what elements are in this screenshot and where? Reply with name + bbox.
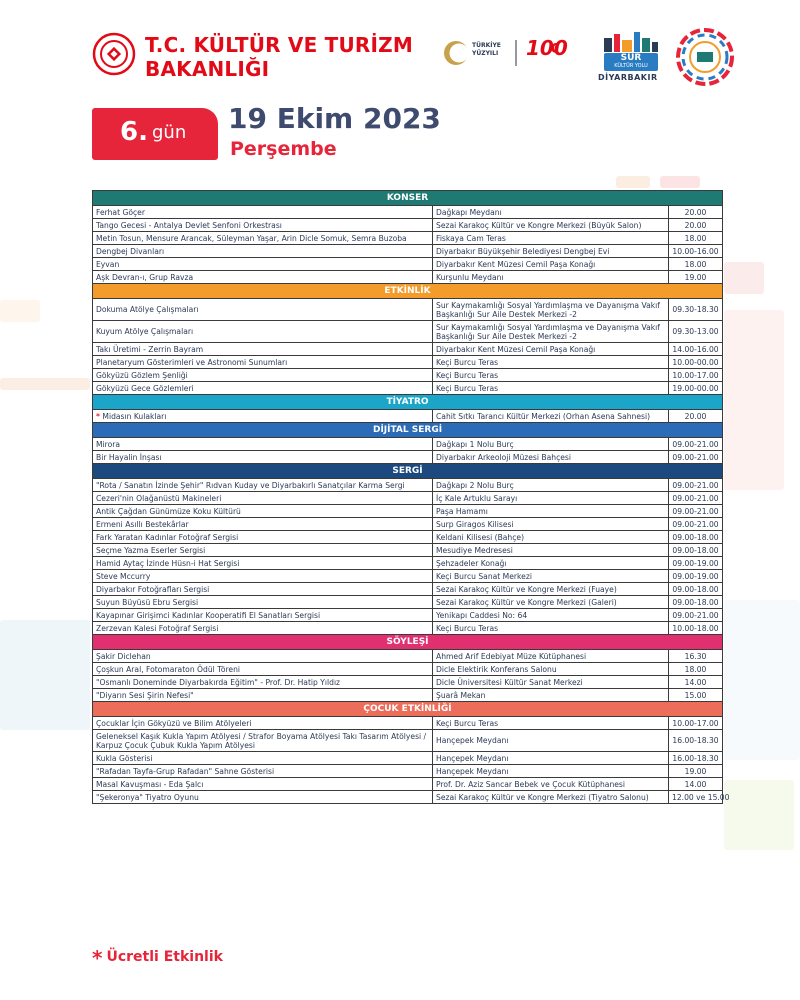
event-time: 18.00 <box>669 232 723 245</box>
event-place: Dicle Üniversitesi Kültür Sanat Merkezi <box>433 676 669 689</box>
event-name-cell <box>93 752 433 765</box>
day-badge <box>92 108 218 160</box>
event-place: İç Kale Artuklu Sarayı <box>433 492 669 505</box>
event-name-cell <box>93 245 433 258</box>
event-name-cell <box>93 492 433 505</box>
event-time: 10.00-17.00 <box>669 369 723 382</box>
event-place: Keçi Burcu Teras <box>433 369 669 382</box>
table-row <box>93 369 723 382</box>
event-place: Fiskaya Cam Teras <box>433 232 669 245</box>
event-time: 20.00 <box>669 206 723 219</box>
sur-logo-city: DİYARBAKIR <box>598 73 658 82</box>
day-number: 6. <box>120 117 148 147</box>
event-name: Çocuklar İçin Gökyüzü ve Bilim Atölyeleri <box>96 718 252 728</box>
event-place: Sezai Karakoç Kültür ve Kongre Merkezi (Tiyatro Salonu) <box>433 791 669 804</box>
event-time: 18.00 <box>669 258 723 271</box>
event-name: Dengbej Divanları <box>96 246 165 256</box>
section-title: ETKİNLİK <box>93 284 723 299</box>
event-name-cell <box>93 382 433 395</box>
section-title: TİYATRO <box>93 395 723 410</box>
event-place: Diyarbakır Kent Müzesi Cemil Paşa Konağı <box>433 258 669 271</box>
table-row <box>93 765 723 778</box>
event-time: 09.00-21.00 <box>669 451 723 464</box>
event-name: Gökyüzü Gözlem Şenliği <box>96 370 188 380</box>
table-row <box>93 321 723 343</box>
table-row <box>93 245 723 258</box>
event-name-cell <box>93 765 433 778</box>
ministry-name-line1: T.C. KÜLTÜR VE TURİZM <box>145 33 413 57</box>
event-time: 16.30 <box>669 650 723 663</box>
event-name-cell <box>93 650 433 663</box>
event-place: Yenikapı Caddesi No: 64 <box>433 609 669 622</box>
event-time: 20.00 <box>669 219 723 232</box>
event-time: 14.00 <box>669 676 723 689</box>
table-row <box>93 271 723 284</box>
section-header-etkinlik <box>93 284 723 299</box>
event-name-cell <box>93 356 433 369</box>
event-time: 12.00 ve 15.00 <box>669 791 723 804</box>
table-row <box>93 583 723 596</box>
table-row <box>93 689 723 702</box>
event-place: Mesudiye Medresesi <box>433 544 669 557</box>
event-time: 09.00-21.00 <box>669 518 723 531</box>
event-place: Surp Giragos Kilisesi <box>433 518 669 531</box>
decor-shape <box>0 300 40 322</box>
event-name: Ferhat Göçer <box>96 207 145 217</box>
event-name-cell <box>93 544 433 557</box>
event-name-cell <box>93 479 433 492</box>
event-time: 10.00-00.00 <box>669 356 723 369</box>
table-row <box>93 778 723 791</box>
event-name: Çoşkun Aral, Fotomaraton Ödül Töreni <box>96 664 241 674</box>
event-name: Eyvan <box>96 259 120 269</box>
event-name: Suyun Büyüsü Ebru Sergisi <box>96 597 199 607</box>
event-time: 09.00-21.00 <box>669 609 723 622</box>
event-place: Hançepek Meydanı <box>433 730 669 752</box>
table-row <box>93 609 723 622</box>
event-name: Diyarbakır Fotoğrafları Sergisi <box>96 584 210 594</box>
event-place: Diyarbakır Arkeoloji Müzesi Bahçesi <box>433 451 669 464</box>
event-time: 09.30-18.30 <box>669 299 723 321</box>
event-name-cell <box>93 369 433 382</box>
event-name-cell <box>93 663 433 676</box>
event-name-cell <box>93 557 433 570</box>
table-row <box>93 650 723 663</box>
event-place: Sezai Karakoç Kültür ve Kongre Merkezi (Fuaye) <box>433 583 669 596</box>
event-name: Şakir Diclehan <box>96 651 151 661</box>
table-row <box>93 557 723 570</box>
event-name-cell <box>93 778 433 791</box>
event-name: Kuyum Atölye Çalışmaları <box>96 327 194 336</box>
event-name-cell <box>93 570 433 583</box>
event-time: 10.00-18.00 <box>669 622 723 635</box>
paid-star-icon: * <box>92 946 103 970</box>
event-name-cell <box>93 451 433 464</box>
event-name-cell <box>93 321 433 343</box>
event-place: Dağkapı 2 Nolu Burç <box>433 479 669 492</box>
legend-paid-event <box>92 946 223 970</box>
turkiye-text-line2: YÜZYILI <box>472 50 499 57</box>
event-name: Takı Üretimi - Zerrin Bayram <box>96 344 204 354</box>
event-name: "Diyarın Sesi Şirin Nefesi" <box>96 690 194 700</box>
event-place: Sezai Karakoç Kültür ve Kongre Merkezi (Büyük Salon) <box>433 219 669 232</box>
turkiye-kultur-yolu-festival-logo-icon <box>676 28 734 86</box>
event-weekday: Perşembe <box>230 138 337 160</box>
event-time: 15.00 <box>669 689 723 702</box>
sur-logo-label <box>604 53 658 71</box>
event-name: Fark Yaratan Kadınlar Fotoğraf Sergisi <box>96 532 239 542</box>
section-header-konser <box>93 191 723 206</box>
event-place: Dağkapı 1 Nolu Burç <box>433 438 669 451</box>
event-time: 18.00 <box>669 663 723 676</box>
event-name: Kukla Gösterisi <box>96 753 153 763</box>
event-time: 09.00-18.00 <box>669 544 723 557</box>
event-place: Sur Kaymakamlığı Sosyal Yardımlaşma ve Dayanışma Vakıf Başkanlığı Sur Aile Destek Merkezi -2 <box>433 299 669 321</box>
event-name-cell <box>93 206 433 219</box>
event-name-cell <box>93 258 433 271</box>
event-time: 09.00-21.00 <box>669 438 723 451</box>
event-name: "Rafadan Tayfa-Grup Rafadan" Sahne Gösterisi <box>96 766 275 776</box>
page-header <box>0 0 800 180</box>
ministry-emblem-icon <box>92 32 136 76</box>
event-name: Seçme Yazma Eserler Sergisi <box>96 545 206 555</box>
ministry-name <box>145 33 413 81</box>
event-place: Keçi Burcu Teras <box>433 382 669 395</box>
sur-label-sub: KÜLTÜR YOLU <box>614 63 648 69</box>
event-time: 19.00 <box>669 271 723 284</box>
section-title: DİJİTAL SERGİ <box>93 423 723 438</box>
event-name: Masal Kavuşması - Eda Şalcı <box>96 779 204 789</box>
schedule-body <box>93 191 730 804</box>
event-name: Tango Gecesi - Antalya Devlet Senfoni Orkestrası <box>96 220 282 230</box>
table-row <box>93 676 723 689</box>
event-name-cell <box>93 583 433 596</box>
decor-shape <box>724 262 764 294</box>
table-row <box>93 451 723 464</box>
event-schedule-table <box>92 190 730 804</box>
centennial-mark: 100 <box>526 36 568 60</box>
event-name-cell <box>93 438 433 451</box>
event-place: Keçi Burcu Sanat Merkezi <box>433 570 669 583</box>
event-place: Şuarâ Mekan <box>433 689 669 702</box>
event-time: 09.00-21.00 <box>669 505 723 518</box>
table-row <box>93 356 723 369</box>
event-time: 19.00-00.00 <box>669 382 723 395</box>
ministry-name-line2: BAKANLIĞI <box>145 57 270 81</box>
section-header-cocuk <box>93 702 723 717</box>
event-name: Ermeni Asıllı Bestekârlar <box>96 519 189 529</box>
event-time: 19.00 <box>669 765 723 778</box>
event-name: Mirora <box>96 439 121 449</box>
event-name: Midasın Kulakları <box>102 411 167 421</box>
event-name-cell <box>93 219 433 232</box>
event-name: Geleneksel Kaşık Kukla Yapım Atölyesi / Strafor Boyama Atölyesi Takı Tasarım Atölyesi / Karpuz Çocuk Çubuk Kukla Yapım Atölyesi <box>96 731 427 750</box>
event-place: Kurşunlu Meydanı <box>433 271 669 284</box>
event-place: Dağkapı Meydanı <box>433 206 669 219</box>
section-header-tiyatro <box>93 395 723 410</box>
section-header-dijital <box>93 423 723 438</box>
event-time: 09.00-19.00 <box>669 557 723 570</box>
event-place: Cahit Sıtkı Tarancı Kültür Merkezi (Orhan Asena Sahnesi) <box>433 410 669 423</box>
event-place: Dicle Elektirik Konferans Salonu <box>433 663 669 676</box>
event-time: 09.00-18.00 <box>669 596 723 609</box>
event-place: Keçi Burcu Teras <box>433 356 669 369</box>
event-place: Diyarbakır Kent Müzesi Cemil Paşa Konağı <box>433 343 669 356</box>
event-name-cell <box>93 676 433 689</box>
event-place: Ahmed Arif Edebiyat Müze Kütüphanesi <box>433 650 669 663</box>
event-name-cell <box>93 410 433 423</box>
table-row <box>93 299 723 321</box>
event-name-cell <box>93 505 433 518</box>
event-name: "Rota / Sanatın İzinde Şehir" Rıdvan Kuday ve Diyarbakırlı Sanatçılar Karma Sergi <box>96 480 405 490</box>
section-title: KONSER <box>93 191 723 206</box>
table-row <box>93 622 723 635</box>
event-name-cell <box>93 343 433 356</box>
table-row <box>93 752 723 765</box>
event-name: Steve Mccurry <box>96 571 151 581</box>
event-place: Şehzadeler Konağı <box>433 557 669 570</box>
event-name-cell <box>93 622 433 635</box>
table-row <box>93 382 723 395</box>
legend-label: Ücretli Etkinlik <box>106 949 223 965</box>
event-time: 09.00-21.00 <box>669 492 723 505</box>
paid-star-icon: * <box>96 411 100 421</box>
section-title: SÖYLEŞİ <box>93 635 723 650</box>
event-place: Diyarbakır Büyükşehir Belediyesi Dengbej Evi <box>433 245 669 258</box>
event-place: Prof. Dr. Aziz Sancar Bebek ve Çocuk Kütüphanesi <box>433 778 669 791</box>
event-name: Gökyüzü Gece Gözlemleri <box>96 383 194 393</box>
section-header-sergi <box>93 464 723 479</box>
event-name-cell <box>93 730 433 752</box>
table-row <box>93 258 723 271</box>
event-place: Hançepek Meydanı <box>433 752 669 765</box>
table-row <box>93 479 723 492</box>
turkiye-yuzyili-text <box>472 42 501 58</box>
event-name-cell <box>93 596 433 609</box>
event-name: Kayapınar Girişimci Kadınlar Kooperatifi El Sanatları Sergisi <box>96 610 321 620</box>
table-row <box>93 730 723 752</box>
event-name: "Osmanlı Doneminde Diyarbakırda Eğitim" - Prof. Dr. Hatip Yıldız <box>96 677 341 687</box>
event-name-cell <box>93 609 433 622</box>
table-row <box>93 410 723 423</box>
event-time: 09.00-19.00 <box>669 570 723 583</box>
table-row <box>93 570 723 583</box>
event-place: Sezai Karakoç Kültür ve Kongre Merkezi (Galeri) <box>433 596 669 609</box>
event-name-cell <box>93 717 433 730</box>
event-time: 09.00-21.00 <box>669 479 723 492</box>
table-row <box>93 232 723 245</box>
event-name: Metin Tosun, Mensure Arancak, Süleyman Yaşar, Arin Dicle Somuk, Semra Buzoba <box>96 233 407 243</box>
table-row <box>93 663 723 676</box>
event-time: 20.00 <box>669 410 723 423</box>
event-place: Hançepek Meydanı <box>433 765 669 778</box>
table-row <box>93 219 723 232</box>
table-row <box>93 544 723 557</box>
event-place: Keldani Kilisesi (Bahçe) <box>433 531 669 544</box>
decor-shape <box>724 780 794 850</box>
section-title: SERGİ <box>93 464 723 479</box>
event-name-cell <box>93 518 433 531</box>
event-name: Hamid Aytaç İzinde Hüsn-i Hat Sergisi <box>96 558 240 568</box>
turkiye-text-line1: TÜRKİYE <box>472 42 501 49</box>
event-time: 09.00-18.00 <box>669 583 723 596</box>
event-place: Keçi Burcu Teras <box>433 717 669 730</box>
event-name: Zerzevan Kalesi Fotoğraf Sergisi <box>96 623 219 633</box>
section-title: ÇOCUK ETKİNLİĞİ <box>93 702 723 717</box>
table-row <box>93 505 723 518</box>
section-header-soylesi <box>93 635 723 650</box>
event-name: Antik Çağdan Günümüze Koku Kültürü <box>96 506 241 516</box>
event-name-cell <box>93 689 433 702</box>
sur-label-text: SUR <box>620 53 642 63</box>
event-time: 09.00-18.00 <box>669 531 723 544</box>
event-name: "Şekeronya" Tiyatro Oyunu <box>96 792 199 802</box>
event-place: Sur Kaymakamlığı Sosyal Yardımlaşma ve Dayanışma Vakıf Başkanlığı Sur Aile Destek Merkezi -2 <box>433 321 669 343</box>
decor-shape <box>724 600 800 760</box>
event-name: Bir Hayalin İnşası <box>96 452 162 462</box>
event-date: 19 Ekim 2023 <box>228 102 441 135</box>
table-row <box>93 206 723 219</box>
decor-shape <box>724 310 784 490</box>
event-name: Planetaryum Gösterimleri ve Astronomi Sunumları <box>96 357 288 367</box>
table-row <box>93 717 723 730</box>
event-time: 16.00-18.30 <box>669 730 723 752</box>
event-place: Paşa Hamamı <box>433 505 669 518</box>
day-label: gün <box>152 122 187 143</box>
event-time: 10.00-16.00 <box>669 245 723 258</box>
event-name-cell <box>93 271 433 284</box>
event-time: 09.30-13.00 <box>669 321 723 343</box>
table-row <box>93 492 723 505</box>
table-row <box>93 438 723 451</box>
decor-shape <box>0 620 90 730</box>
table-row <box>93 791 723 804</box>
table-row <box>93 531 723 544</box>
table-row <box>93 343 723 356</box>
event-name-cell <box>93 299 433 321</box>
event-name-cell <box>93 232 433 245</box>
event-name: Aşk Devran-ı, Grup Ravza <box>96 272 194 282</box>
event-name-cell <box>93 791 433 804</box>
event-time: 14.00-16.00 <box>669 343 723 356</box>
event-name: Dokuma Atölye Çalışmaları <box>96 305 199 314</box>
event-time: 10.00-17.00 <box>669 717 723 730</box>
event-time: 16.00-18.30 <box>669 752 723 765</box>
event-place: Keçi Burcu Teras <box>433 622 669 635</box>
decor-shape <box>0 378 90 390</box>
table-row <box>93 596 723 609</box>
event-time: 14.00 <box>669 778 723 791</box>
table-row <box>93 518 723 531</box>
event-name: Cezeri'nin Olağanüstü Makineleri <box>96 493 222 503</box>
event-name-cell <box>93 531 433 544</box>
